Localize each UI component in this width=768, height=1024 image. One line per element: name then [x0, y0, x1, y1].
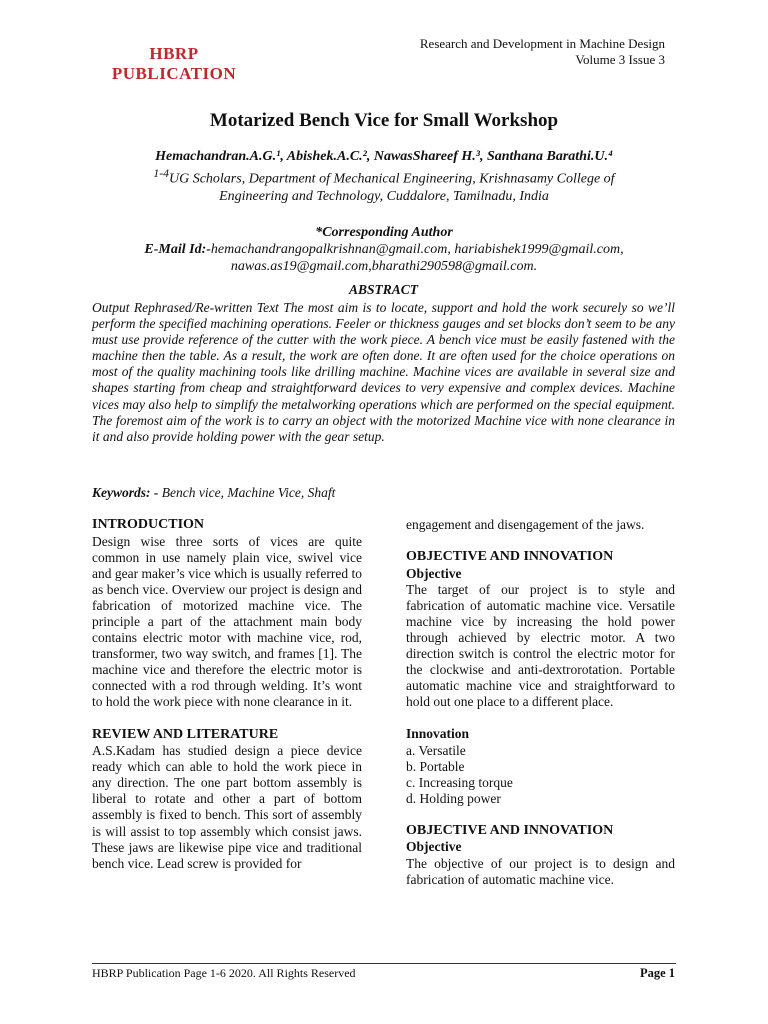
innovation-item: a. Versatile [406, 742, 466, 758]
review-text: A.S.Kadam has studied design a piece device ready which can able to hold the work piece in any direction. The one part bottom assembly is liberal to rotate and other a part of bottom assembly is fixed to bench. This sort of assembly is will assist to top assembly which consist jaws. These jaws are likewise pipe vice and traditional bench vice. Lead screw is provided for [92, 743, 362, 871]
innovation-item: d. Holding power [406, 790, 501, 806]
keywords-label: Keywords: - [92, 485, 159, 500]
innovation-heading: Innovation [406, 726, 470, 742]
email-block [92, 241, 676, 258]
email-label: E-Mail Id:- [144, 241, 211, 257]
objective-innovation-heading-2: OBJECTIVE AND INNOVATION [406, 822, 614, 838]
logo-line-2: PUBLICATION [111, 64, 237, 83]
review-heading: REVIEW AND LITERATURE [92, 726, 279, 742]
email-line-2: nawas.as19@gmail.com,bharathi290598@gmail.com. [230, 258, 538, 274]
objective-innovation-heading-1: OBJECTIVE AND INNOVATION [406, 549, 614, 565]
keywords [92, 485, 335, 501]
affiliation-line-2: Engineering and Technology, Cuddalore, Tamilnadu, India [219, 188, 549, 204]
abstract-section [92, 282, 675, 445]
volume-issue: Volume 3 Issue 3 [575, 52, 665, 67]
abstract-text: Output Rephrased/Re-written Text The most aim is to locate, support and hold the work securely so we’ll perform the specified machining operations. Feeler or thickness gauges and set blocks don’t seem to be any must use provide reference of the cutter with the work piece. A bench vice must be easily fastened with the machine then the table. As a result, the work are often done. It are often used for the choice operations on most of the quality machining tools like drilling machine. Machine vices are available in several size and shapes starting from cheap and straightforward devices to very expensive and complex devices. Machine vices may also help to simplify the metalworking operations which are performed on the special equipment. The foremost aim of the work is to carry an object with the motorized Machine vice with none clearance in it and also provide holding power with the gear setup. [92, 300, 675, 444]
journal-name: Research and Development in Machine Design [419, 36, 665, 51]
introduction-heading: INTRODUCTION [92, 517, 205, 532]
email-line-1: hemachandrangopalkrishnan@gmail.com, hariabishek1999@gmail.com, [210, 241, 624, 257]
innovation-list [406, 743, 675, 807]
corresponding-author: *Corresponding Author [315, 224, 453, 240]
footer-divider [92, 963, 676, 964]
author-list: Hemachandran.A.G.¹, Abishek.A.C.², NawasShareef H.³, Santhana Barathi.U.⁴ [155, 149, 613, 164]
journal-header [420, 36, 665, 68]
affiliation-mark: 1-4 [153, 167, 169, 180]
introduction-text: Design wise three sorts of vices are quite common in use namely plain vice, swivel vice and gear maker’s vice which is usually referred to as bench vice. Overview our project is design and fabrication of motorized machine vice. The principle a part of the attachment main body contains electric motor with machine vice, rod, transformer, two way switch, and frames [1]. The machine vice and therefore the electric motor is connected with a rod through welding. It’s wont to hold the work piece with none clearance in it. [92, 533, 362, 710]
page-number: Page 1 [639, 966, 675, 980]
objective-text-2: The objective of our project is to design and fabrication of automatic machine vice. [406, 855, 675, 887]
innovation-item: b. Portable [406, 758, 465, 774]
footer-copyright: HBRP Publication Page 1-6 2020. All Rights Reserved [92, 966, 356, 980]
continuation-text: engagement and disengagement of the jaws. [406, 517, 645, 532]
objective-subheading-1: Objective [406, 565, 462, 581]
paper-title: Motarized Bench Vice for Small Workshop [209, 110, 559, 131]
innovation-item: c. Increasing torque [406, 774, 513, 790]
left-column [92, 517, 362, 872]
logo-line-1: HBRP [149, 44, 199, 63]
right-column [406, 517, 675, 888]
objective-text-1: The target of our project is to style and fabrication of automatic machine vice. Versatile machine vice by increasing the hold power through achieved by electric motor. A two direction switch is control the electric motor for the clockwise and anti-dextrorotation. Portable automatic machine vice and straightforward to hold out one place to a different place. [406, 581, 675, 710]
abstract-heading: ABSTRACT [348, 282, 419, 297]
affiliation-line-1: UG Scholars, Department of Mechanical Engineering, Krishnasamy College of [168, 171, 615, 187]
objective-subheading-2: Objective [406, 839, 462, 855]
keywords-text: Bench vice, Machine Vice, Shaft [158, 485, 336, 500]
affiliation [92, 165, 676, 188]
front-matter [92, 148, 676, 275]
publisher-logo [106, 44, 242, 84]
